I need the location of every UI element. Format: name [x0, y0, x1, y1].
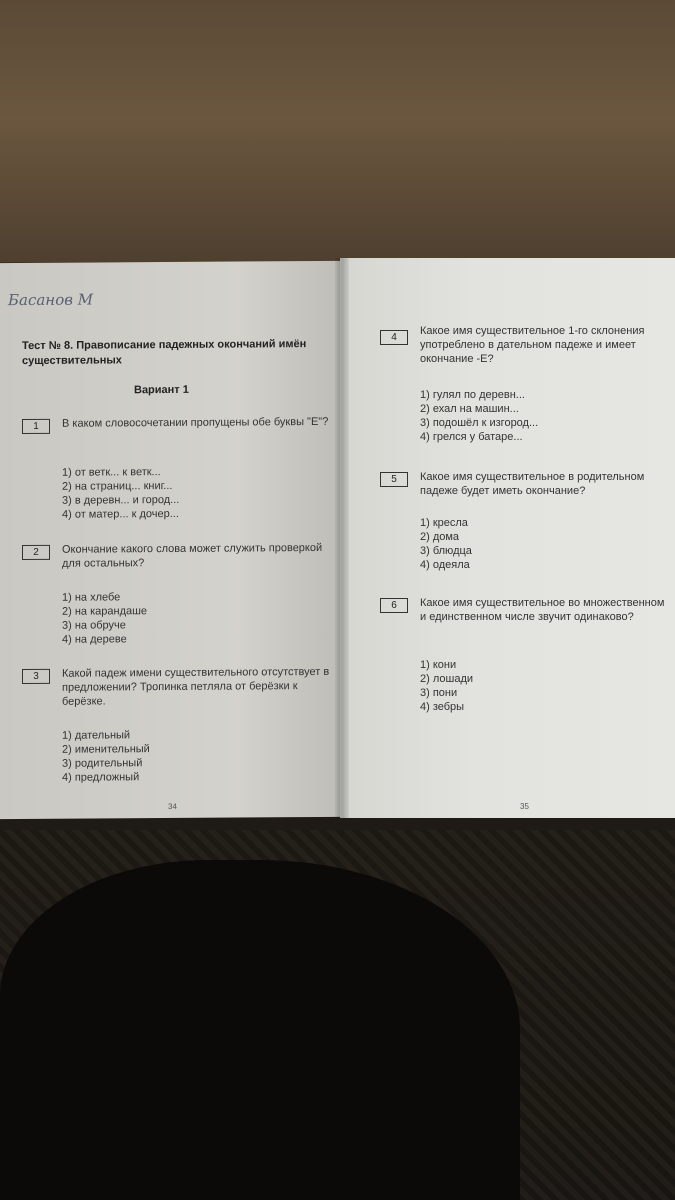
option: 3) пони: [420, 687, 458, 699]
question-options: [62, 465, 179, 522]
option: 1) гулял по деревн...: [420, 389, 525, 401]
option: 2) именительный: [62, 743, 150, 756]
option: 2) дома: [420, 531, 460, 543]
background-floor: [0, 0, 675, 262]
question-number-box: 3: [22, 669, 50, 684]
option: 2) лошади: [420, 673, 474, 685]
option: 1) от ветк... к ветк...: [62, 466, 161, 479]
variant-label: Вариант 1: [134, 383, 189, 397]
question-number-box: 6: [380, 598, 408, 613]
option: 4) грелся у батаре...: [420, 431, 523, 443]
question-number-box: 2: [22, 545, 50, 560]
option: 1) кони: [420, 659, 457, 671]
option: 3) родительный: [62, 757, 143, 770]
test-title: Тест № 8. Правописание падежных окончаний имён существительных: [22, 338, 307, 368]
page-number: 35: [520, 802, 529, 811]
question-text: Какое имя существительное во множественном и единственном числе звучит одинаково?: [420, 597, 665, 623]
option: 2) ехал на машин...: [420, 403, 519, 415]
option: 3) в деревн... и город...: [62, 493, 180, 507]
option: 2) на карандаше: [62, 605, 148, 618]
option: 4) зебры: [420, 701, 465, 713]
question-number-box: 1: [22, 419, 50, 434]
open-workbook: [0, 258, 675, 820]
question-text: Какой падеж имени существительного отсутствует в предложении? Тропинка петляла от берёзки к берёзке.: [62, 665, 330, 708]
question-text: В каком словосочетании пропущены обе буквы "Е"?: [62, 415, 329, 430]
option: 1) кресла: [420, 517, 468, 529]
left-page: [0, 261, 340, 819]
question-number-box: 5: [380, 472, 408, 487]
option: 4) одеяла: [420, 559, 470, 571]
book-spine-shadow: [335, 258, 349, 818]
option: 1) дательный: [62, 729, 131, 742]
question-text: Какое имя существительное 1-го склонения употреблено в дательном падеже и имеет окончание -Е?: [420, 325, 645, 365]
question-text: Какое имя существительное в родительном падеже будет иметь окончание?: [420, 471, 645, 497]
option: 4) от матер... к дочер...: [62, 507, 179, 521]
option: 4) предложный: [62, 771, 140, 784]
page-number: 34: [168, 801, 177, 812]
question-options: [420, 658, 473, 714]
option: 3) на обруче: [62, 619, 126, 632]
background-shadow: [0, 860, 520, 1200]
option: 3) блюдца: [420, 545, 472, 557]
right-page: [340, 258, 675, 818]
question-options: [420, 516, 472, 572]
option: 3) подошёл к изгород...: [420, 417, 539, 429]
question-text: Окончание какого слова может служить проверкой для остальных?: [62, 541, 323, 570]
question-options: [420, 388, 538, 444]
question-options: [62, 728, 150, 785]
question-number-box: 4: [380, 330, 408, 345]
option: 1) на хлебе: [62, 591, 121, 604]
handwritten-name: Басанов М: [8, 290, 94, 310]
option: 4) на дереве: [62, 633, 127, 646]
option: 2) на страниц... книг...: [62, 479, 173, 493]
question-options: [62, 590, 147, 647]
